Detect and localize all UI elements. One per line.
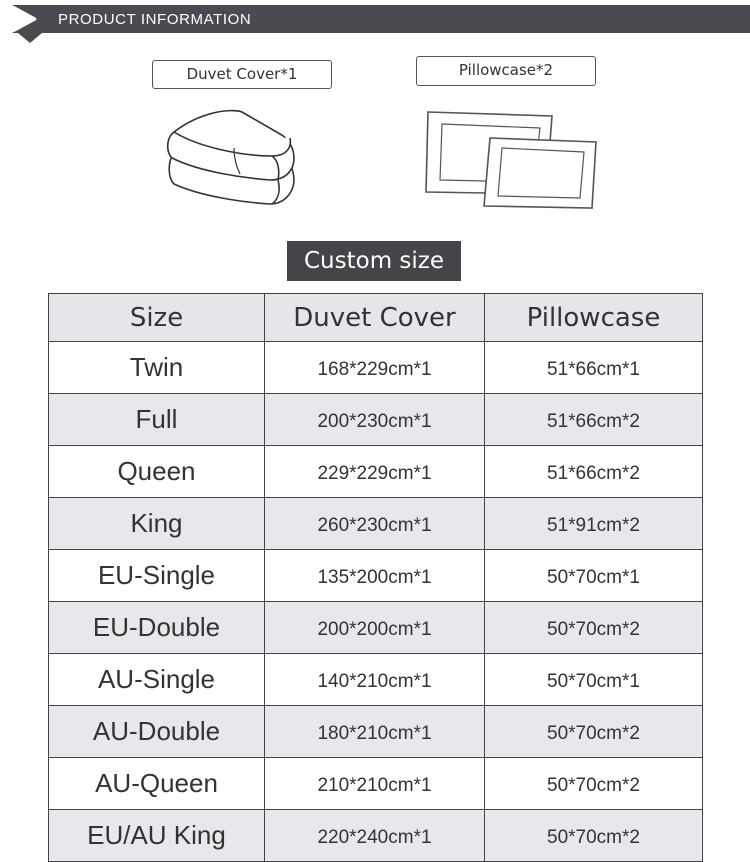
header-pillowcase: Pillowcase bbox=[485, 294, 703, 342]
table-row bbox=[49, 758, 703, 810]
table-row bbox=[49, 706, 703, 758]
pillowcase-label: Pillowcase*2 bbox=[416, 56, 596, 86]
size-cell: AU-Queen bbox=[49, 758, 265, 810]
size-cell: Full bbox=[49, 394, 265, 446]
duvet-cover-cell: 180*210cm*1 bbox=[265, 706, 485, 758]
size-cell: AU-Double bbox=[49, 706, 265, 758]
pillowcase-cell: 50*70cm*1 bbox=[485, 550, 703, 602]
size-cell: EU-Single bbox=[49, 550, 265, 602]
pillowcase-cell: 51*66cm*2 bbox=[485, 446, 703, 498]
pillowcase-cell: 50*70cm*2 bbox=[485, 758, 703, 810]
header-duvet-cover: Duvet Cover bbox=[265, 294, 485, 342]
table-row bbox=[49, 394, 703, 446]
size-cell: King bbox=[49, 498, 265, 550]
table-row bbox=[49, 550, 703, 602]
duvet-cover-cell: 229*229cm*1 bbox=[265, 446, 485, 498]
pillowcases-icon bbox=[424, 108, 600, 212]
duvet-cover-cell: 140*210cm*1 bbox=[265, 654, 485, 706]
pillowcase-cell: 50*70cm*2 bbox=[485, 706, 703, 758]
duvet-cover-cell: 168*229cm*1 bbox=[265, 342, 485, 394]
table-row bbox=[49, 602, 703, 654]
pillowcase-cell: 50*70cm*2 bbox=[485, 602, 703, 654]
table-row bbox=[49, 446, 703, 498]
duvet-cover-cell: 200*200cm*1 bbox=[265, 602, 485, 654]
duvet-cover-cell: 135*200cm*1 bbox=[265, 550, 485, 602]
size-cell: AU-Single bbox=[49, 654, 265, 706]
duvet-cover-cell: 210*210cm*1 bbox=[265, 758, 485, 810]
pillowcase-cell: 51*66cm*2 bbox=[485, 394, 703, 446]
table-row bbox=[49, 810, 703, 862]
pillowcase-cell: 51*91cm*2 bbox=[485, 498, 703, 550]
pillowcase-cell: 50*70cm*1 bbox=[485, 654, 703, 706]
duvet-cover-label: Duvet Cover*1 bbox=[152, 60, 332, 89]
table-header-row bbox=[49, 294, 703, 342]
banner-title: PRODUCT INFORMATION bbox=[58, 11, 252, 28]
header-size: Size bbox=[49, 294, 265, 342]
duvet-cover-cell: 260*230cm*1 bbox=[265, 498, 485, 550]
size-table bbox=[48, 293, 703, 862]
folded-duvet-icon bbox=[160, 108, 310, 208]
size-cell: Queen bbox=[49, 446, 265, 498]
pillowcase-cell: 50*70cm*2 bbox=[485, 810, 703, 862]
table-row bbox=[49, 498, 703, 550]
table-row bbox=[49, 342, 703, 394]
pillowcase-cell: 51*66cm*1 bbox=[485, 342, 703, 394]
duvet-cover-cell: 220*240cm*1 bbox=[265, 810, 485, 862]
duvet-cover-cell: 200*230cm*1 bbox=[265, 394, 485, 446]
custom-size-label: Custom size bbox=[287, 241, 461, 281]
size-cell: Twin bbox=[49, 342, 265, 394]
table-row bbox=[49, 654, 703, 706]
size-cell: EU-Double bbox=[49, 602, 265, 654]
size-cell: EU/AU King bbox=[49, 810, 265, 862]
section-banner bbox=[0, 5, 750, 33]
